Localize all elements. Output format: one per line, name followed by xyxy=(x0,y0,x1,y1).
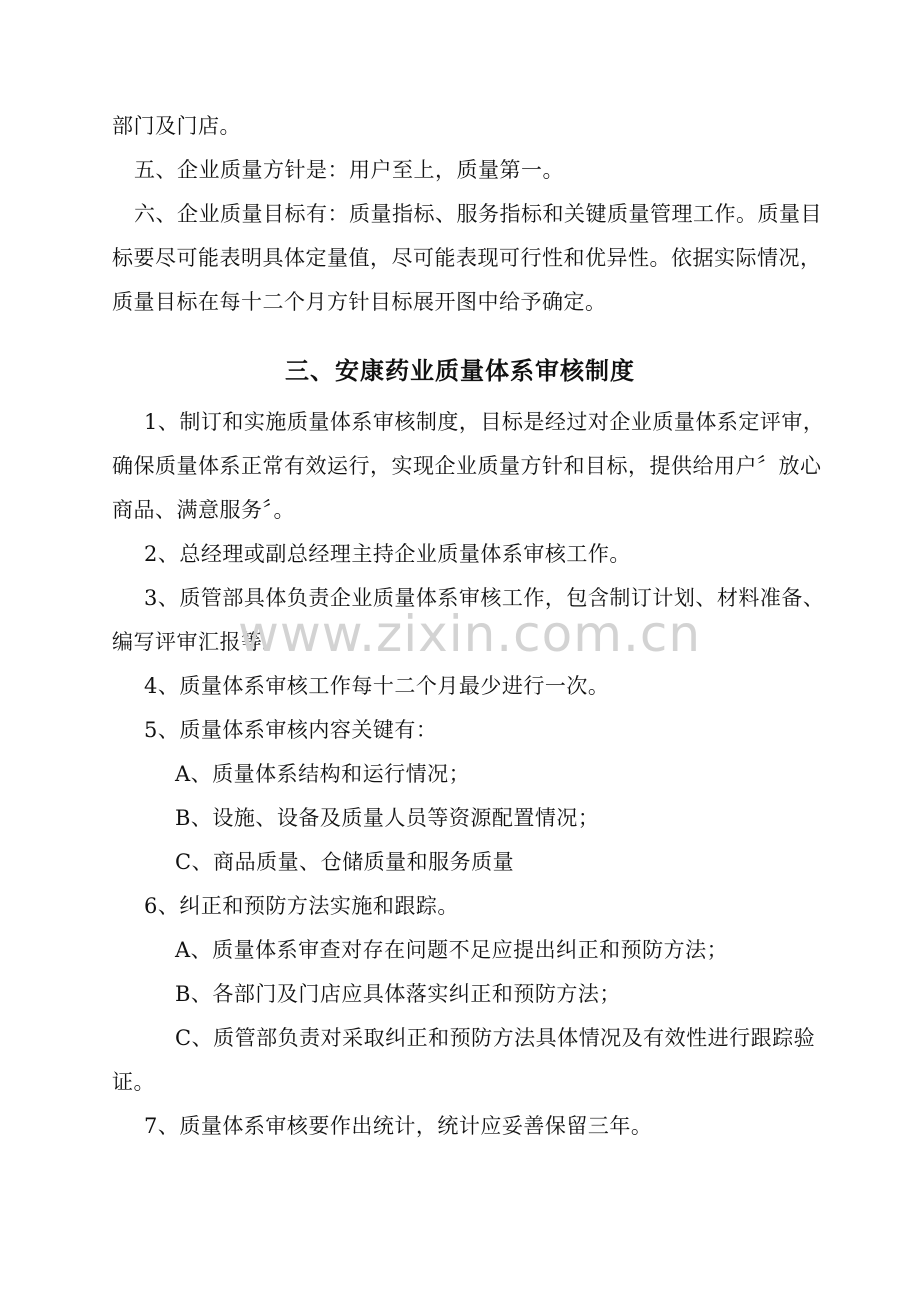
paragraph-line: 五、企业质量方针是：用户至上，质量第一。 xyxy=(134,158,564,182)
list-item: B、各部门及门店应具体落实纠正和预防方法； xyxy=(175,982,621,1006)
paragraph-line: 质量目标在每十二个月方针目标展开图中给予确定。 xyxy=(112,290,607,314)
list-item: A、质量体系结构和运行情况； xyxy=(175,762,471,786)
paragraph-line: 标要尽可能表明具体定量值，尽可能表现可行性和优异性。依据实际情况， xyxy=(112,246,822,270)
paragraph-line: 5、质量体系审核内容关键有： xyxy=(144,718,438,742)
paragraph-line: 编写评审汇报等。 xyxy=(112,630,284,654)
list-item: C、质管部负责对采取纠正和预防方法具体情况及有效性进行跟踪验 xyxy=(175,1026,816,1050)
list-item: B、设施、设备及质量人员等资源配置情况； xyxy=(175,806,600,830)
paragraph-line: 4、质量体系审核工作每十二个月最少进行一次。 xyxy=(144,674,610,698)
paragraph-line: 6、纠正和预防方法实施和跟踪。 xyxy=(144,894,459,918)
paragraph-line: 7、质量体系审核要作出统计，统计应妥善保留三年。 xyxy=(144,1114,653,1138)
watermark: www.zixin.com.cn xyxy=(238,605,702,663)
paragraph-line: 1、制订和实施质量体系审核制度，目标是经过对企业质量体系定评审， xyxy=(144,410,825,434)
paragraph-line: 证。 xyxy=(112,1070,155,1094)
paragraph-line: 3、质管部具体负责企业质量体系审核工作，包含制订计划、材料准备、 xyxy=(144,586,825,610)
paragraph-line: 确保质量体系正常有效运行，实现企业质量方针和目标，提供给用户〞放心 xyxy=(112,454,822,478)
paragraph-line: 部门及门店。 xyxy=(112,114,241,138)
paragraph-line: 商品、满意服务〞。 xyxy=(112,498,295,522)
section-title: 三、安康药业质量体系审核制度 xyxy=(285,357,635,385)
list-item: C、商品质量、仓储质量和服务质量 xyxy=(175,850,515,874)
paragraph-line: 六、企业质量目标有：质量指标、服务指标和关键质量管理工作。质量目 xyxy=(134,202,822,226)
paragraph-line: 2、总经理或副总经理主持企业质量体系审核工作。 xyxy=(144,542,631,566)
list-item: A、质量体系审查对存在问题不足应提出纠正和预防方法； xyxy=(175,938,729,962)
